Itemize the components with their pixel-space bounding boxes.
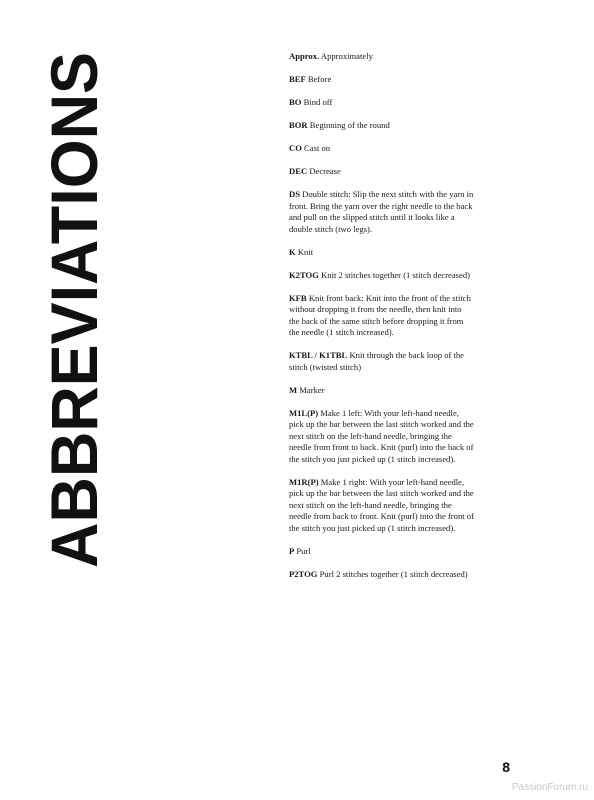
abbreviations-list [289,51,474,592]
abbreviation-entry [289,143,474,155]
abbreviation-term: KTBL / K1TBL [289,350,348,360]
abbreviation-term: K2TOG [289,269,319,280]
abbreviation-entry [289,293,474,339]
abbreviation-entry [289,270,474,282]
abbreviation-definition: Make 1 right: With your left-hand needle, pick up the bar between the last stitch worked and the next stitch on the left-hand needle, bringing the needle from back to front. Knit (purl) into the front of the stitch you just picked up (1 stitch increased). [289,476,474,533]
abbreviation-entry [289,74,474,86]
section-title [37,26,111,570]
abbreviation-definition: Make 1 left: With your left-hand needle, pick up the bar between the last stitch worked and the next stitch on the left-hand needle, bringing the needle from front to back. Knit (purl) into the back of the stitch you just picked up (1 stitch increased). [289,407,474,464]
abbreviation-entry [289,97,474,109]
abbreviation-entry [289,385,474,397]
abbreviation-term: KFB [289,292,307,303]
abbreviation-entry [289,189,474,235]
abbreviation-term: CO [289,143,302,153]
abbreviation-term: Approx. [289,51,320,61]
abbreviation-term: K [289,246,296,257]
abbreviation-term: BEF [289,74,306,84]
abbreviation-term: M1L(P) [289,407,319,418]
abbreviation-definition: Approximately [320,51,373,61]
abbreviation-term: P2TOG [289,568,318,579]
abbreviation-definition: Knit 2 stitches together (1 stitch decreased) [321,269,471,280]
abbreviation-entry [289,350,474,373]
abbreviation-definition: Knit [297,246,314,257]
abbreviation-term: M1R(P) [289,476,319,487]
abbreviation-entry [289,247,474,259]
abbreviation-definition: Purl 2 stitches together (1 stitch decreased) [319,568,468,579]
section-title-text: ABBREVIATIONS [37,26,111,568]
abbreviation-term: DEC [289,166,308,176]
abbreviation-definition: Double stitch: Slip the next stitch with the yarn in front. Bring the yarn over the right needle to the back and pull on the slipped stitch until it looks like a double stitch (two legs). [289,189,474,234]
abbreviation-entry [289,51,474,63]
abbreviation-definition: Knit front back: Knit into the front of the stitch without dropping it from the needle, then knit into the back of the same stitch before dropping it from the needle (1 stitch increased). [289,292,471,337]
abbreviation-entry [289,546,474,558]
abbreviation-entry [289,477,474,535]
abbreviation-definition: Cast on [304,143,331,153]
abbreviation-definition: Beginning of the round [309,120,390,130]
abbreviation-entry [289,408,474,466]
abbreviation-definition: Bind off [303,97,333,107]
abbreviation-definition: Purl [296,545,311,556]
abbreviation-definition: Marker [299,384,325,395]
abbreviation-entry [289,120,474,132]
abbreviation-entry [289,166,474,178]
page-number: 8 [502,759,510,775]
abbreviation-term: DS [289,189,300,199]
abbreviation-term: BOR [289,120,308,130]
abbreviation-term: M [289,384,298,395]
abbreviation-entry [289,569,474,581]
abbreviation-term: BO [289,97,302,107]
abbreviation-definition: Decrease [309,166,341,176]
abbreviation-term: P [289,545,295,556]
abbreviation-definition: Before [307,74,332,84]
section-title-graphic [37,26,111,570]
abbreviation-definition: Knit through the back loop of the stitch (twisted stitch) [289,350,464,372]
watermark: PassionForum.ru [511,782,588,793]
